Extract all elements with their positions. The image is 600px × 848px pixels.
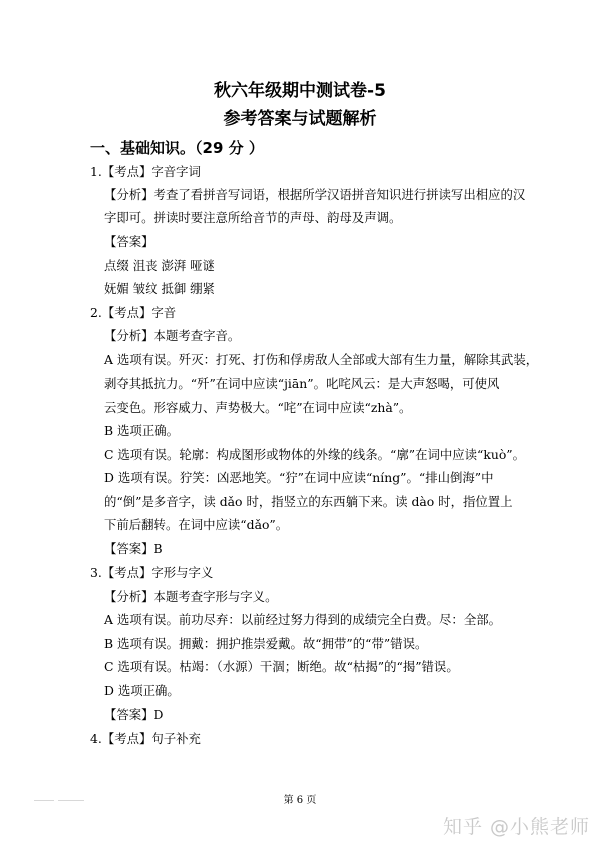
option-d-line: D 选项正确。 — [104, 683, 180, 698]
question-1-topic: 1.【考点】字音字词 — [90, 164, 201, 179]
footer-divider — [58, 800, 84, 801]
option-a-line: 剥夺其抵抗力。“歼”在词中应读“jiān”。叱咤风云：是大声怒喝，可使风 — [104, 376, 500, 391]
answer-words-row: 点缀 沮丧 澎湃 哑谜 — [104, 258, 215, 273]
option-a-line: 云变色。形容威力、声势极大。“咤”在词中应读“zhà”。 — [104, 400, 412, 415]
answer-label: 【答案】 — [104, 234, 154, 249]
answer-words-row: 妩媚 皱纹 抵御 绷紧 — [104, 281, 215, 296]
analysis-line: 【分析】本题考查字音。 — [104, 328, 241, 343]
option-b-line: B 选项正确。 — [104, 423, 179, 438]
page-number: 第 6 页 — [283, 795, 317, 806]
analysis-line: 【分析】考查了看拼音写词语，根据所学汉语拼音知识进行拼读写出相应的汉 — [104, 187, 526, 202]
section-heading: 一、基础知识。（29 分 ） — [90, 139, 264, 157]
question-4-topic: 4.【考点】句子补充 — [90, 731, 201, 746]
option-c-line: C 选项有误。枯竭：（水源）干涸；断绝。故“枯揭”的“揭”错误。 — [104, 659, 459, 674]
option-a-line: A 选项有误。歼灭：打死、打伤和俘虏敌人全部或大部有生力量，解除其武装， — [104, 352, 539, 367]
option-a-line: A 选项有误。前功尽弃：以前经过努力得到的成绩完全白费。尽：全部。 — [104, 612, 501, 627]
option-b-line: B 选项有误。拥戴：拥护推崇爱戴。故“拥带”的“带”错误。 — [104, 636, 428, 651]
watermark: 知乎 @小熊老师 — [442, 816, 590, 838]
option-d-line: 下前后翻转。在词中应读“dǎo”。 — [104, 517, 289, 532]
analysis-line: 【分析】本题考查字形与字义。 — [104, 589, 278, 604]
option-d-line: 的“倒”是多音字，读 dǎo 时，指竖立的东西躺下来。读 dào 时，指位置上 — [104, 494, 513, 509]
question-3-topic: 3.【考点】字形与字义 — [90, 565, 214, 580]
footer-divider — [34, 800, 54, 801]
analysis-line: 字即可。拼读时要注意所给音节的声母、韵母及声调。 — [104, 210, 402, 225]
document-title: 秋六年级期中测试卷-5 — [214, 81, 386, 101]
answer-line: 【答案】B — [104, 541, 163, 556]
document-subtitle: 参考答案与试题解析 — [223, 109, 377, 129]
answer-line: 【答案】D — [104, 707, 164, 722]
option-c-line: C 选项有误。轮廓：构成图形或物体的外缘的线条。“廓”在词中应读“kuò”。 — [104, 447, 526, 462]
question-2-topic: 2.【考点】字音 — [90, 305, 177, 320]
option-d-line: D 选项有误。狞笑：凶恶地笑。“狞”在词中应读“níng”。“排山倒海”中 — [104, 470, 494, 485]
